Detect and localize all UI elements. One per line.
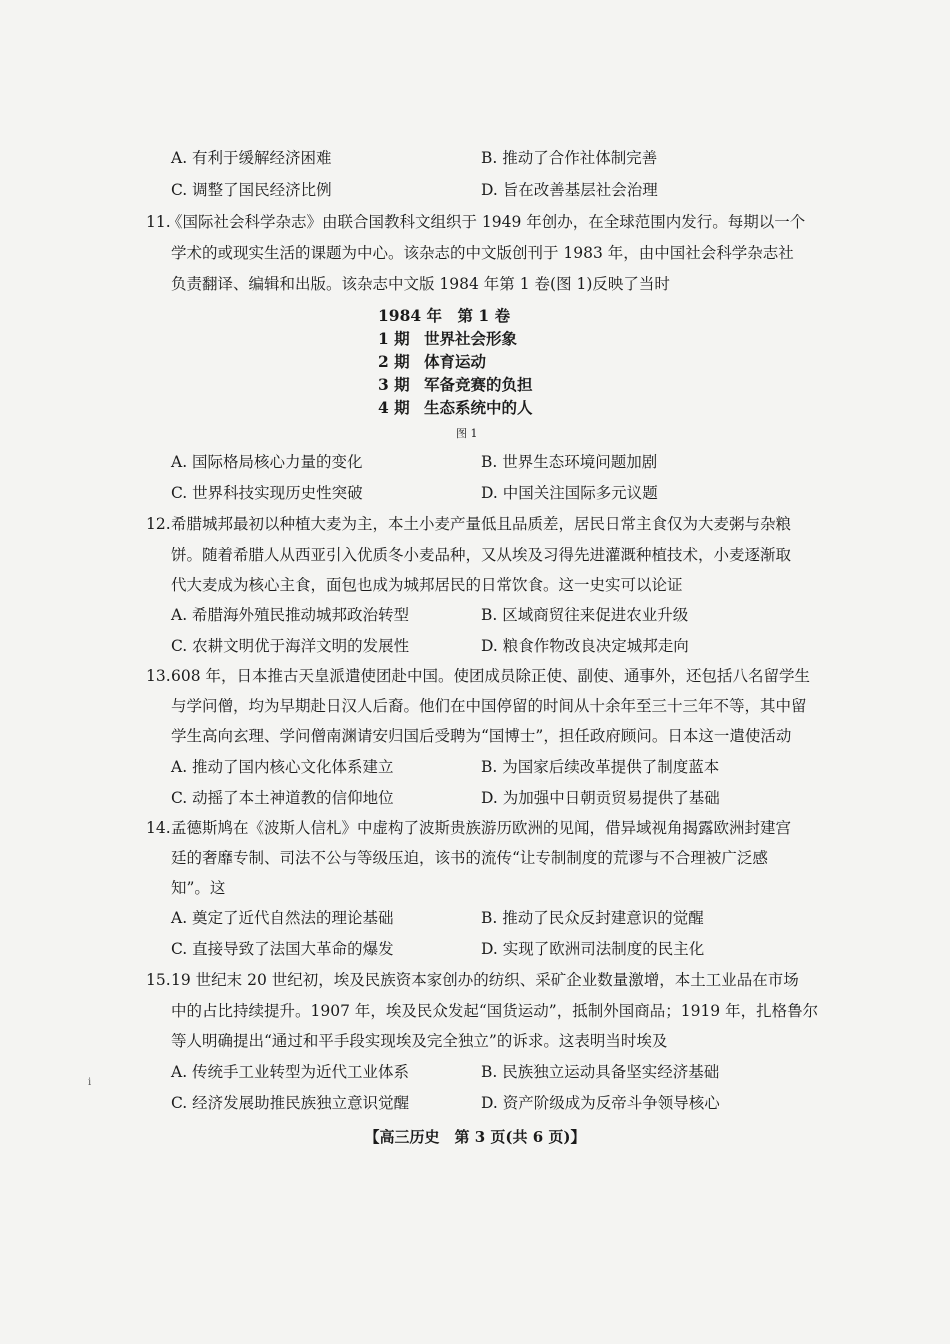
q10-option-c: C. 调整了国民经济比例 [171,181,332,199]
q13-option-a: A. 推动了国内核心文化体系建立 [171,758,394,776]
q15-option-c: C. 经济发展助推民族独立意识觉醒 [171,1094,410,1112]
figure-issue: 2 期 [378,352,410,371]
figure-row [378,352,486,372]
q15-option-d: D. 资产阶级成为反帝斗争领导核心 [481,1094,720,1112]
q12-line-3: 代大麦成为核心主食，面包也成为城邦居民的日常饮食。这一史实可以论证 [171,576,683,594]
figure-issue: 1 期 [378,329,410,348]
q15-line-2: 中的占比持续提升。1907 年，埃及民众发起“国货运动”，抵制外国商品；1919 年，扎格鲁尔 [171,1002,819,1020]
q15-option-a: A. 传统手工业转型为近代工业体系 [171,1063,410,1081]
q11-line-3: 负责翻译、编辑和出版。该杂志中文版 1984 年第 1 卷(图 1)反映了当时 [171,275,670,293]
figure-topic: 生态系统中的人 [424,398,533,417]
figure-row [378,375,533,395]
figure-topic: 世界社会形象 [424,329,518,348]
q12-option-d: D. 粮食作物改良决定城邦走向 [481,637,689,655]
q14-line-1: 孟德斯鸠在《波斯人信札》中虚构了波斯贵族游历欧洲的见闻，借异域视角揭露欧洲封建宫 [171,819,792,837]
q15-number: 15. [146,971,171,989]
q10-option-b: B. 推动了合作社体制完善 [481,149,658,167]
q14-option-a: A. 奠定了近代自然法的理论基础 [171,909,394,927]
figure-row [378,329,517,349]
q11-number: 11. [146,213,171,231]
q13-number: 13. [146,667,171,685]
q14-option-d: D. 实现了欧洲司法制度的民主化 [481,940,705,958]
q12-option-b: B. 区域商贸往来促进农业升级 [481,606,689,624]
figure-topic: 体育运动 [424,352,487,371]
q10-option-a: A. 有利于缓解经济困难 [171,149,332,167]
q12-line-2: 饼。随着希腊人从西亚引入优质冬小麦品种，又从埃及习得先进灌溉种植技术，小麦逐渐取 [171,546,792,564]
figure-issue: 4 期 [378,398,410,417]
q13-option-c: C. 动摇了本土神道教的信仰地位 [171,789,394,807]
q11-option-b: B. 世界生态环境问题加剧 [481,453,658,471]
q11-line-2: 学术的或现实生活的课题为中心。该杂志的中文版创刊于 1983 年，由中国社会科学杂志社 [171,244,794,262]
q12-number: 12. [146,515,171,533]
q13-line-3: 学生高向玄理、学问僧南渊请安归国后受聘为“国博士”，担任政府顾问。日本这一遣使活动 [171,727,792,745]
q12-option-a: A. 希腊海外殖民推动城邦政治转型 [171,606,410,624]
q14-line-3: 知”。这 [171,879,226,897]
q15-line-3: 等人明确提出“通过和平手段实现埃及完全独立”的诉求。这表明当时埃及 [171,1032,668,1050]
q11-option-d: D. 中国关注国际多元议题 [481,484,658,502]
figure-topic: 军备竞赛的负担 [424,375,533,394]
q14-line-2: 廷的奢靡专制、司法不公与等级压迫，该书的流传“让专制制度的荒谬与不合理被广泛感 [171,849,768,867]
q13-option-b: B. 为国家后续改革提供了制度蓝本 [481,758,720,776]
stray-mark: i [88,1077,92,1088]
figure-issue: 3 期 [378,375,410,394]
q15-line-1: 19 世纪末 20 世纪初，埃及民族资本家创办的纺织、采矿企业数量激增，本土工业品在市场 [171,971,799,989]
page-footer: 【高三历史 第 3 页(共 6 页)】 [364,1128,586,1146]
q11-line-1: 《国际社会科学杂志》由联合国教科文组织于 1949 年创办，在全球范围内发行。每期以一个 [167,213,806,231]
figure-caption: 图 1 [456,427,478,440]
q10-option-d: D. 旨在改善基层社会治理 [481,181,658,199]
q14-number: 14. [146,819,171,837]
q11-option-a: A. 国际格局核心力量的变化 [171,453,363,471]
q12-option-c: C. 农耕文明优于海洋文明的发展性 [171,637,410,655]
q13-line-1: 608 年，日本推古天皇派遣使团赴中国。使团成员除正使、副使、通事外，还包括八名留学生 [171,667,811,685]
q11-option-c: C. 世界科技实现历史性突破 [171,484,363,502]
q14-option-c: C. 直接导致了法国大革命的爆发 [171,940,394,958]
figure-title: 1984 年 第 1 卷 [378,306,511,325]
q13-line-2: 与学问僧，均为早期赴日汉人后裔。他们在中国停留的时间从十余年至三十三年不等，其中留 [171,697,807,715]
q12-line-1: 希腊城邦最初以种植大麦为主，本土小麦产量低且品质差，居民日常主食仅为大麦粥与杂粮 [171,515,792,533]
q13-option-d: D. 为加强中日朝贡贸易提供了基础 [481,789,720,807]
q15-option-b: B. 民族独立运动具备坚实经济基础 [481,1063,720,1081]
figure-row [378,398,533,418]
q14-option-b: B. 推动了民众反封建意识的觉醒 [481,909,704,927]
